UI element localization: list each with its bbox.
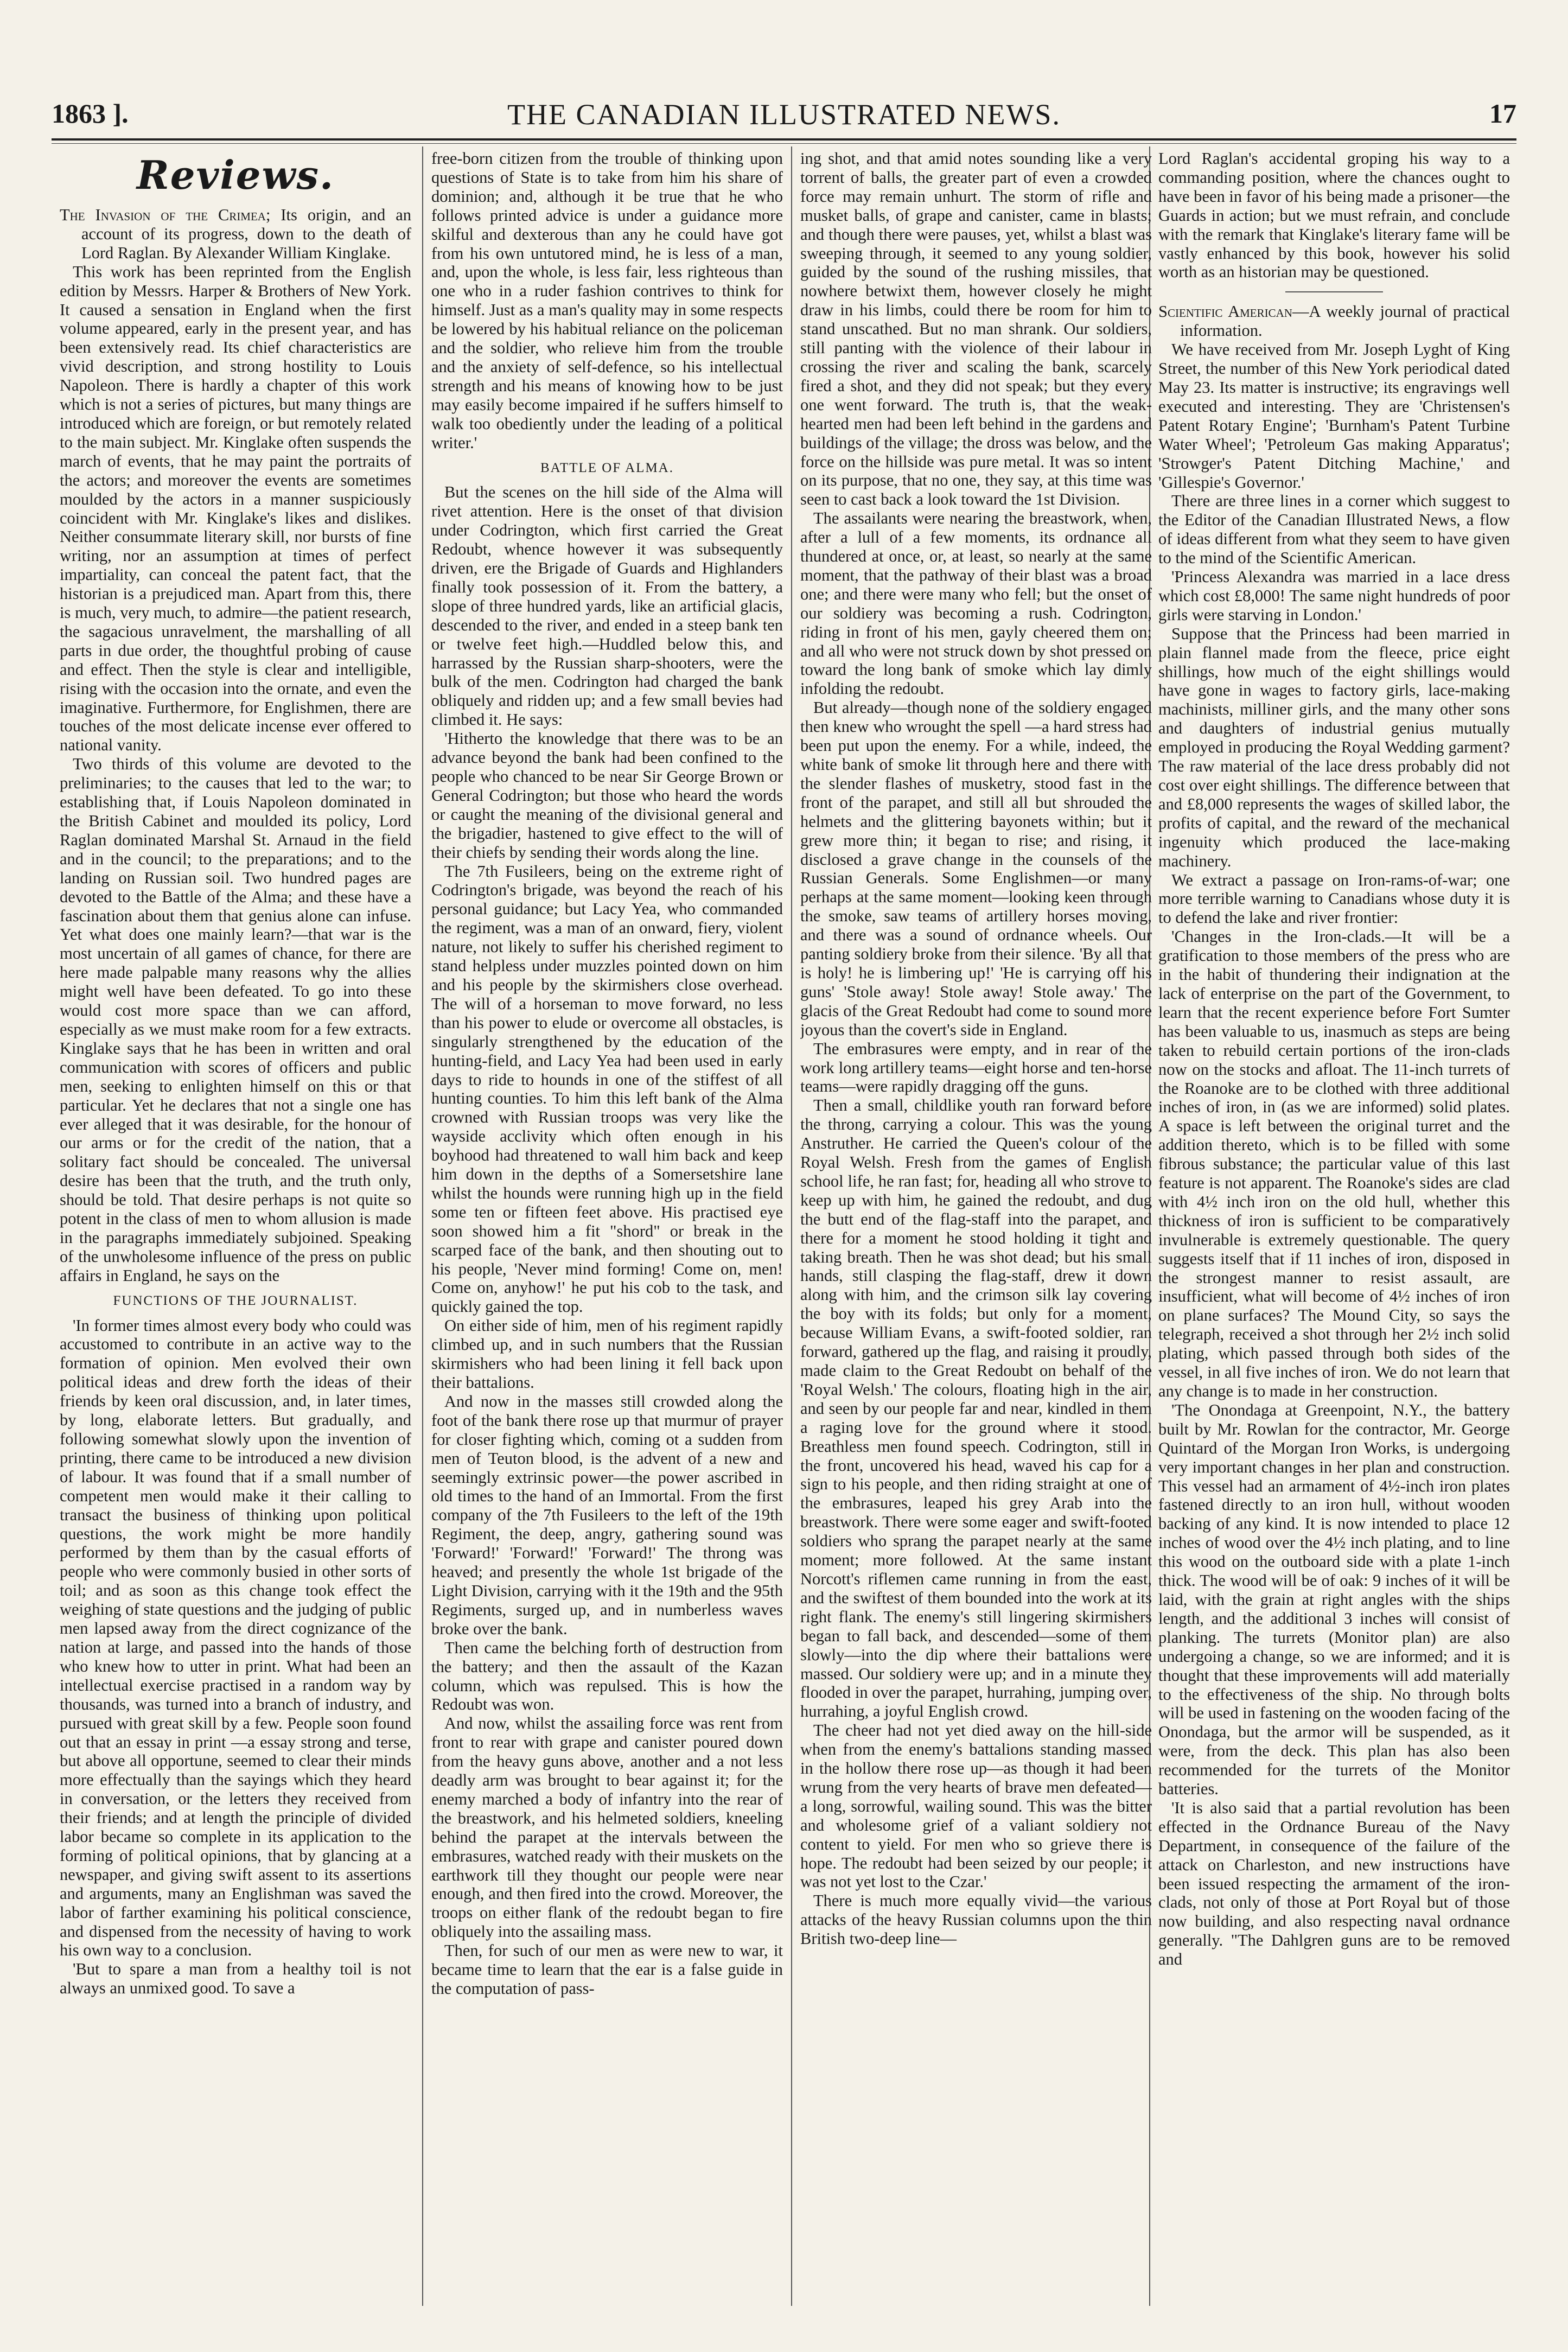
notice-title: Scientific American [1158, 302, 1292, 321]
paragraph: 'Changes in the Iron-clads.—It will be a gratification to those members of the press who are in the habit of thundering their indignation at the lack of enterprise on the part of the Government, to learn that the recent experience before Fort Sumter has been valuable to us, inasmuch as steps are being taken to rebuild certain portions of the iron-clads now on the stocks and afloat. The 11-inch turrets of the Roanoke are to be clothed with three additional inches of iron, in (as we are informed) solid plates. A space is left between the original turret and the addition thereto, which is to be filled with some fibrous substance; the particular value of this last feature is not apparent. The Roanoke's sides are clad with 4½ inch iron on the old hull, whether this thickness of iron is sufficient to be comparatively invulnerable is extremely questionable. The query suggests itself that if 11 inches of iron, disposed in the strongest manner to resist assault, are insufficient, what will become of 4½ inches of iron on plane surfaces? The Mound City, so says the telegraph, received a shot through her 2½ inch solid plating, which passed through both sides of the vessel, in all five inches of iron. We do not learn that any change is to made in her construction. [1158, 927, 1510, 1400]
header-rule [52, 138, 1516, 141]
paragraph: The embrasures were empty, and in rear of the work long artillery teams—eight horse and ten-horse teams—were rapidly dragging off the guns. [800, 1039, 1152, 1096]
book-details: Its origin, and an account of its progress, down to the death of Lord Raglan. By Alexander William Kinglake. [81, 206, 411, 262]
paragraph: Lord Raglan's accidental groping his way to a commanding position, where the chances ought to have been in favor of his being made a prisoner—the Guards in action; but we must refrain, and conclude with the remark that Kinglake's literary fame will be vastly enhanced by this book, however his solid worth as an historian may be questioned. [1158, 149, 1510, 282]
paragraph: We have received from Mr. Joseph Lyght of King Street, the number of this New York periodical dated May 23. Its matter is instructive; its engravings well executed and interesting. They are 'Christensen's Patent Rotary Engine'; 'Burnham's Patent Turbine Water Wheel'; 'Petroleum Gas making Apparatus'; 'Strowger's Patent Ditching Machine,' and 'Gillespie's Governor.' [1158, 340, 1510, 492]
column-3 [800, 149, 1152, 2309]
page-number: 17 [1489, 98, 1516, 129]
paragraph: Then a small, childlike youth ran forward before the throng, carrying a colour. This was the young Anstruther. He carried the Queen's colour of the Royal Welsh. Fresh from the games of English school life, he ran fast; for, heading all who strove to keep up with him, he gained the redoubt, and dug the butt end of the flag-staff into the parapet, and there for a moment he stood holding it tight and taking breath. Then he was shot dead; but his small hands, still clasping the flag-staff, drew it down along with him, and the crimson silk lay covering the boy with its folds; but only for a moment, because William Evans, a swift-footed soldier, ran forward, gathered up the flag, and raising it proudly, made claim to the Great Redoubt on behalf of the 'Royal Welsh.' The colours, floating high in the air, and seen by our people far and near, kindled in them a raging love for the ground where it stood. Breathless men found speech. Codrington, still in the front, uncovered his head, waved his cap for a sign to his people, and then riding straight at one of the embrasures, leaped his grey Arab into the breastwork. There were some eager and swift-footed soldiers who sprang the parapet nearly at the same moment; more followed. At the same instant Norcott's riflemen came running in from the east, and the swiftest of them bounded into the work at its right flank. The enemy's still lingering skirmishers began to fall back, and descended—some of them slowly—into the dip where their battalions were massed. Our soldiery were up; and in a minute they flooded in over the parapet, hurrahing, jumping over, hurrahing, a joyful English crowd. [800, 1096, 1152, 1721]
paragraph: And now, whilst the assailing force was rent from front to rear with grape and canister poured down from the heavy guns above, another and a not less deadly arm was brought to bear against it; for the enemy marched a body of infantry into the rear of the breastwork, and his helmeted soldiers, kneeling behind the parapet at the intervals between the embrasures, watched ready with their muskets on the earthwork till they thought our people were near enough, and then fired into the crowd. Moreover, the troops on either flank of the redoubt began to fire obliquely into the assailing mass. [431, 1714, 783, 1941]
paragraph: Then, for such of our men as were new to war, it became time to learn that the ear is a false guide in the computation of pass- [431, 1941, 783, 1998]
paragraph: The assailants were nearing the breastwork, when, after a lull of a few moments, its ordnance all thundered at once, or, at least, so nearly at the same moment, that the pathway of their blast was a broad one; and there were many who fell; but the onset of our soldiery was becoming a rush. Codrington, riding in front of his men, gayly cheered them on; and all who were not struck down by shot pressed on toward the long bank of smoke which lay dimly infolding the redoubt. [800, 509, 1152, 698]
paragraph: But the scenes on the hill side of the Alma will rivet attention. Here is the onset of that division under Codrington, which first carried the Great Redoubt, whence however it was subsequently driven, ere the Brigade of Guards and Highlanders finally took possession of it. From the battery, a slope of three hundred yards, like an artificial glacis, descended to the river, and ended in a steep bank ten or twelve feet high.—Huddled below this, and harrassed by the Russian sharp-shooters, were the bulk of the men. Codrington had charged the bank obliquely and ridden up; and a few small bevies had climbed it. He says: [431, 483, 783, 729]
column-1 [60, 149, 411, 2309]
notice-entry [1158, 302, 1510, 340]
paragraph: 'The Onondaga at Greenpoint, N.Y., the battery built by Mr. Rowlan for the contractor, Mr. George Quintard of the Morgan Iron Works, is undergoing very important changes in her plan and construction. This vessel had an armament of 4½-inch iron plates fastened directly to an iron hull, without wooden backing of any kind. It is now intended to place 12 inches of wood over the 4½ inch plating, and to line this wood on the outboard side with a plate 1-inch thick. The wood will be of oak: 9 inches of it will be laid, with the grain at right angles with the ships length, and the additional 3 inches will consist of planking. The turrets (Monitor plan) are also undergoing a change, so we are informed; and it is thought that these improvements will add materially to the effectiveness of the ship. No through bolts will be used in fastening on the wooden facing of the Onondaga, but the armor will be suspended, as it were, from the deck. This plan has also been recommended for the turrets of the Monitor batteries. [1158, 1400, 1510, 1799]
paragraph: And now in the masses still crowded along the foot of the bank there rose up that murmur of prayer for closer fighting which, coming ot a sudden from men of Teuton blood, is the advent of a new and seemingly extrinsic power—the power ascribed in old times to the hand of an Immortal. From the first company of the 7th Fusileers to the left of the 19th Regiment, the deep, angry, gathering sound was 'Forward!' 'Forward!' 'Forward!' The throng was heaved; and presently the whole 1st brigade of the Light Division, carrying with it the 19th and the 95th Regiments, surged up, and in numberless waves broke over the bank. [431, 1392, 783, 1638]
paragraph: Then came the belching forth of destruction from the battery; and then the assault of the Kazan column, which was repulsed. This is how the Redoubt was won. [431, 1638, 783, 1714]
paragraph: 'Hitherto the knowledge that there was to be an advance beyond the bank had been confined to the people who chanced to be near Sir George Brown or General Codrington; but those who heard the words or caught the meaning of the divisional general and the brigadier, hastened to give effect to the will of their chiefs by sending their words along the line. [431, 729, 783, 862]
paragraph: 'Princess Alexandra was married in a lace dress which cost £8,000! The same night hundreds of poor girls were starving in London.' [1158, 568, 1510, 624]
book-title: The Invasion of the Crimea; [60, 206, 271, 224]
article-separator [1285, 291, 1383, 292]
paragraph: On either side of him, men of his regiment rapidly climbed up, and in such numbers that the Russian skirmishers who had been lining it fell back upon their battalions. [431, 1316, 783, 1392]
paragraph: 'In former times almost every body who could was accustomed to contribute in an active way to the formation of opinion. Men evolved their own political ideas and drew forth the ideas of their friends by keen oral discussion, and, in later times, by long, elaborate letters. But gradually, and following somewhat slowly upon the invention of printing, there came to be introduced a new division of labour. It was found that if a small number of competent men would make it their calling to transact the business of thinking upon political questions, the work might be more handily performed by them than by the casual efforts of people who were commonly busied in other sorts of toil; and as soon as this change took effect the weighing of state questions and the judging of public men lapsed away from the direct cognizance of the nation at large, and passed into the hands of those who knew how to utter in print. What had been an intellectual exercise practised in a random way by thousands, was turned into a branch of industry, and pursued with great skill by a few. People soon found out that an essay in print —a essay strong and terse, but above all opportune, seemed to clear their minds more effectually than the sayings which they heard in conversation, or the letters they received from their friends; and at length the principle of divided labor became so complete in its application to the forming of political opinions, that by glancing at a newspaper, and giving swift assent to its assertions and arguments, many an Englishman was saved the labor of farther examining his political conscience, and dispensed from the necessity of having to work his own way to a conclusion. [60, 1316, 411, 1960]
book-entry [60, 206, 411, 263]
paragraph: We extract a passage on Iron-rams-of-war; one more terrible warning to Canadians whose duty it is to defend the lake and river frontier: [1158, 870, 1510, 927]
paragraph: 'But to spare a man from a healthy toil is not always an unmixed good. To save a [60, 1960, 411, 1998]
subheading: BATTLE OF ALMA. [540, 460, 674, 475]
column-divider [422, 146, 423, 2306]
paragraph: ing shot, and that amid notes sounding like a very torrent of balls, the greater part of even a crowded force may remain unhurt. The storm of rifle and musket balls, of grape and canister, came in blasts; and though there were pauses, yet, whilst a blast was sweeping through, it seemed to any young soldier, guided by the sound of the rushing missiles, that nowhere betwixt them, however closely he might draw in his limbs, could there be room for him to stand unscathed. But no man shrank. Our soldiers, still panting with the violence of their labour in crossing the river and scaling the bank, scarcely fired a shot, and they did not speak; but they every one went forward. The truth is, that the weak-hearted men had been left behind in the gardens and buildings of the village; the dross was below, and the force on the hillside was pure metal. It was so intent on its purpose, that no one, they say, at this time was seen to cast back a look toward the 1st Division. [800, 149, 1152, 509]
newspaper-title: THE CANADIAN ILLUSTRATED NEWS. [507, 98, 1061, 131]
notice-details: —A weekly journal of practical information. [1180, 302, 1510, 340]
paragraph: There is much more equally vivid—the various attacks of the heavy Russian columns upon the thin British two-deep line— [800, 1891, 1152, 1948]
paragraph: There are three lines in a corner which suggest to the Editor of the Canadian Illustrated News, a flow of ideas different from what they seem to have given to the mind of the Scientific American. [1158, 492, 1510, 568]
column-divider [791, 146, 792, 2306]
column-2 [431, 149, 783, 2309]
page-header [52, 92, 1516, 141]
header-rule-thin [52, 143, 1516, 144]
paragraph: Two thirds of this volume are devoted to the preliminaries; to the causes that led to the war; to establishing that, if Louis Napoleon dominated in the British Cabinet and moulded its policy, Lord Raglan dominated Marshal St. Arnaud in the field and in the council; to the preparations; and to the landing on Russian soil. Two hundred pages are devoted to the Battle of the Alma; and these have a fascination about them that genius alone can infuse. Yet what does one mainly learn?—that war is the most uncertain of all games of chance, for there are here made palpable many reasons why the allies might well have been defeated. To go into these would cost more space than we can afford, especially as we must make room for a few extracts. Kinglake says that he has been in written and oral communication with scores of officers and public men, seeking to enlighten himself on this or that particular. Yet he declares that not a single one has ever alleged that it was desirable, for the honour of our arms or for the credit of the nation, that a solitary fact should be concealed. The universal desire has been that the truth, and the truth only, should be told. That desire perhaps is not quite so potent in the class of men to whom allusion is made in the paragraphs immediately subjoined. Speaking of the unwholesome influence of the press on public affairs in England, he says on the [60, 755, 411, 1285]
subheading: FUNCTIONS OF THE JOURNALIST. [113, 1293, 358, 1308]
section-title: Reviews. [136, 152, 335, 198]
paragraph: The cheer had not yet died away on the hill-side when from the enemy's battalions standing massed in the hollow there rose up—as though it had been wrung from the very hearts of brave men defeated—a long, sorrowful, wailing sound. This was the bitter and wholesome grief of a valiant soldiery not content to yield. For men who so grieve there is hope. The redoubt had been seized by our people; it was not yet lost to the Czar.' [800, 1721, 1152, 1891]
paragraph: 'It is also said that a partial revolution has been effected in the Ordnance Bureau of the Navy Department, in consequence of the failure of the attack on Charleston, and new instructions have been issued respecting the armament of the iron-clads, not only of those at Port Royal but of those now building, and also respecting naval ordnance generally. "The Dahlgren guns are to be removed and [1158, 1798, 1510, 1969]
column-4 [1158, 149, 1510, 2309]
paragraph: This work has been reprinted from the English edition by Messrs. Harper & Brothers of New York. It caused a sensation in England when the first volume appeared, early in the present year, and has been extensively read. Its chief characteristics are vivid description, and strong hostility to Louis Napoleon. There is hardly a chapter of this work which is not a series of pictures, but many things are introduced which are foreign, or but remotely related to the main subject. Mr. Kinglake often suspends the march of events, that he may paint the portraits of the actors; and moreover the events are sometimes moulded by the actors in a manner suspiciously coincident with Mr. Kinglake's likes and dislikes. Neither consummate literary skill, nor bursts of fine writing, nor an assumption at times of perfect impartiality, can conceal the patent fact, that the historian is a prejudiced man. Apart from this, there is much, very much, to admire—the patient research, the sagacious unravelment, the marshalling of all parts in due order, the thoughtful probing of cause and effect. Then the style is clear and intelligible, rising with the occasion into the ornate, and even the imaginative. Furthermore, for Englishmen, there are touches of the most delicate incense ever offered to national vanity. [60, 262, 411, 755]
paragraph: But already—though none of the soldiery engaged then knew who wrought the spell —a hard stress had been put upon the enemy. For a while, indeed, the white bank of smoke lit through here and there with the slender flashes of musketry, stood fast in the front of the parapet, and still all but shrouded the helmets and the glittering bayonets within; but it grew more thin; it began to rise; and rising, it disclosed a grave change in the counsels of the Russian Generals. Some Englishmen—or many perhaps at the same moment—looking keen through the smoke, saw teams of artillery horses moving, and there was a sound of ordnance wheels. Our panting soldiery broke from their silence. 'By all that is holy! he is limbering up!' 'He is carrying off his guns' 'Stole away! Stole away! Stole away.' The glacis of the Great Redoubt had come to sound more joyous than the covert's side in England. [800, 698, 1152, 1039]
issue-date: 1863 ]. [52, 98, 129, 129]
paragraph: free-born citizen from the trouble of thinking upon questions of State is to take from him his share of dominion; and, although it be true that he who follows printed advice is under a guidance more skilful and dexterous than any he could have got from his own untutored mind, he is less of a man, and, upon the whole, is less fair, less righteous than one who in a ruder fashion contrives to think for himself. Just as a man's quality may in some respects be lowered by his habitual reliance on the policeman and the soldier, who relieve him from the trouble and the anxiety of self-defence, so his intellectual strength and his means of knowing how to be just may easily become impaired if he suffers himself to walk too obediently under the leading of a political writer.' [431, 149, 783, 452]
paragraph: Suppose that the Princess had been married in plain flannel made from the fleece, price eight shillings, how much of the eight shillings would have gone in wages to factory girls, lace-making machinists, milliner girls, and the many other sons and daughters of industrial genius mutually employed in producing the Royal Wedding garment? The raw material of the lace dress probably did not cost over eight shillings. The difference between that and £8,000 represents the wages of skilled labor, the profits of capital, and the reward of the mechanical ingenuity which produced the lace-making machinery. [1158, 624, 1510, 870]
paragraph: The 7th Fusileers, being on the extreme right of Codrington's brigade, was beyond the reach of his personal guidance; but Lacy Yea, who commanded the regiment, was a man of an onward, fiery, violent nature, not likely to suffer his cherished regiment to stand helpless under muzzles pointed down on him and his people by the skirmishers close overhead. The will of a horseman to move forward, no less than his power to elude or overcome all obstacles, is singularly strengthened by the education of the hunting-field, and Lacy Yea had been used in early days to ride to hounds in one of the stiffest of all hunting counties. To him this left bank of the Alma crowned with Russian troops was very like the wayside acclivity which often enough in his boyhood had threatened to wall him back and keep him down in the depths of a Somersetshire lane whilst the hounds were running high up in the field some ten or fifteen feet above. His practised eye soon showed him a fit "shord" or break in the scarped face of the bank, and then shouting out to his people, 'Never mind forming! Come on, men! Come on, anyhow!' he put his cob to the task, and quickly gained the top. [431, 862, 783, 1316]
